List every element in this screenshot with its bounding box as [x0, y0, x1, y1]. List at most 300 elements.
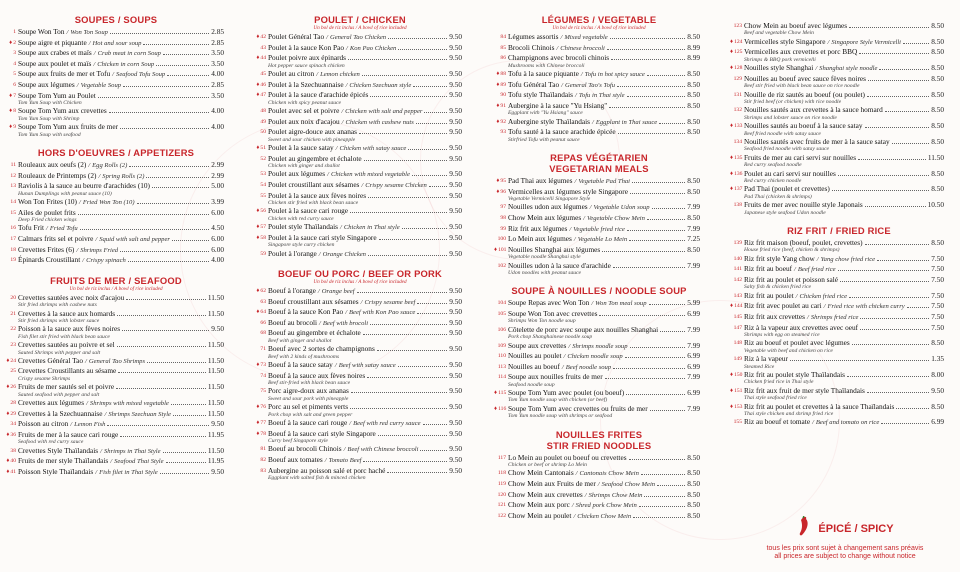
leader-dots [387, 472, 447, 473]
item-name-en: Eggplant in Thai sauce [595, 118, 658, 126]
chili-pepper-icon: ♦ [256, 309, 260, 316]
item-number [730, 340, 742, 346]
item-name-en: Seafood Thai Style [114, 458, 164, 466]
item-number [254, 373, 266, 379]
item-name-fr: Soupe Tom Yum aux fruits de mer [18, 122, 119, 132]
item-number-text: 147 [733, 324, 742, 331]
name-separator: / [573, 512, 576, 520]
item-name-fr: Poulet au cari servi sur nouilles [744, 168, 836, 178]
menu-item [4, 107, 228, 122]
item-name-fr: Lo Mein au poulet ou boeuf ou crevettes [508, 452, 627, 462]
item-price: 8.00 [931, 369, 944, 379]
item-description: Crispy sesame Shrimps [18, 375, 71, 382]
item-number-text: 113 [497, 363, 506, 370]
item-description: Sauted seafood with pepper and salt [18, 391, 100, 398]
item-description: Vegetable Vermicelli Singapore Style [508, 195, 591, 202]
leader-dots [420, 450, 447, 451]
item-name-fr: Boeuf à la sauce cari rouge [268, 418, 348, 428]
item-name-fr: Crevettes aux légumes [18, 398, 85, 408]
item-number-text: 7 [13, 92, 16, 99]
item-name-en: Seafood Chow Mein [601, 481, 656, 489]
item-price: 2.85 [211, 37, 224, 47]
item-number-text: 36 [10, 431, 16, 438]
item-price: 11.50 [207, 355, 224, 365]
name-separator: / [360, 298, 363, 306]
item-price: 9.50 [449, 53, 462, 63]
item-name-fr: Aubergine au poisson salé et porc haché [268, 465, 386, 475]
item-price: 6.00 [211, 244, 224, 254]
item-name-fr: Nouilles au boeuf [508, 361, 560, 371]
leader-dots [617, 86, 685, 87]
item-name-fr: Riz au boeuf et poulet avec légumes [744, 338, 850, 348]
item-number-text: 9 [13, 124, 16, 131]
item-number-text: 5 [13, 71, 16, 78]
leader-dots [867, 96, 929, 97]
leader-dots [832, 190, 929, 191]
item-price: 4.50 [211, 223, 224, 233]
item-number-text: 48 [260, 107, 266, 114]
leader-dots [363, 461, 447, 462]
name-separator: / [591, 300, 594, 308]
item-name-fr: Soupe aux poulet et maïs [18, 58, 92, 68]
item-name-fr: Nouilles udon à la sauce d'arachide [508, 260, 611, 270]
item-description: Udon noodles with peanut sauce [508, 269, 582, 276]
menu-item [254, 144, 466, 153]
item-name-fr: Poisson au citron [18, 419, 69, 429]
item-price: 11.50 [207, 445, 224, 455]
chili-pepper-icon: ♦ [6, 357, 10, 364]
item-name-fr: Soupe Won Ton [18, 27, 65, 36]
leader-dots [398, 366, 448, 367]
item-price: 7.99 [687, 324, 700, 334]
item-price: 9.50 [449, 248, 462, 258]
item-name-fr: Nouilles sautés au boeuf à la sauce satay [744, 121, 863, 131]
item-number-text: 105 [497, 310, 506, 317]
name-separator: / [580, 70, 583, 78]
item-number [4, 326, 16, 332]
name-separator: / [575, 470, 578, 478]
item-name-fr: Nouilles au poulet [508, 351, 562, 361]
item-name-fr: Côtelette de porc avec soupe aux nouilles Shanghai [508, 324, 659, 334]
item-price: 6.99 [687, 388, 700, 398]
item-name-fr: Tofu à la sauce piquante [508, 68, 579, 78]
menu-item [730, 38, 948, 47]
item-price: 9.50 [449, 169, 462, 179]
leader-dots [865, 206, 926, 207]
chili-pepper-icon: ♦ [730, 403, 734, 410]
leader-dots [605, 378, 686, 379]
name-separator: / [335, 144, 338, 152]
item-name-fr: Poulet aux noix d'acajou [268, 116, 340, 126]
name-separator: / [46, 225, 48, 233]
menu-item [494, 352, 704, 361]
item-name-en: Hot and sour soup [92, 39, 142, 47]
item-price: 3.50 [211, 48, 224, 58]
item-description: Thai style seafood fried rice [744, 395, 807, 402]
item-price: 9.50 [449, 179, 462, 189]
item-name-fr: Légumes assortis [508, 32, 559, 41]
item-description: Japanese style seafood Udon noodle [744, 209, 826, 216]
item-price: 11.95 [207, 429, 224, 439]
item-price: 11.95 [207, 456, 224, 466]
item-description: Seafood fried noodle with satay sauce [744, 146, 829, 153]
chili-pepper-icon: ♦ [256, 224, 260, 231]
item-number [730, 419, 742, 425]
item-description: Shrimps and lobster sauce on rice noodle [744, 114, 837, 121]
item-name-fr: Vermicelles style Singapore [744, 36, 826, 46]
item-number-text: 90 [500, 92, 506, 99]
item-name-en: Tofu in hot spicy sauce [584, 70, 645, 78]
item-name-fr: Soupe aux nouilles fruits de mer [508, 372, 603, 382]
item-number-text: 38 [10, 447, 16, 454]
item-number [730, 123, 742, 129]
menu-item [730, 170, 948, 185]
item-number-text: 97 [500, 204, 506, 211]
item-name-fr: Crevettes Frites (6) [18, 244, 75, 254]
item-name-fr: Riz frit aux fruit de mer style Thaïlandais [744, 385, 865, 395]
item-price: 8.50 [931, 21, 944, 30]
item-name-en: Won Ton Soup [70, 29, 108, 36]
menu-item [4, 39, 228, 48]
menu-item [254, 456, 466, 465]
item-number [4, 421, 16, 427]
item-number [730, 39, 742, 45]
menu-item [4, 81, 228, 90]
item-name-en: Yang chow fried rice [820, 255, 876, 263]
name-separator: / [574, 177, 577, 185]
item-name-en: Shrimps with mixed vegetable [89, 400, 169, 408]
item-price: 11.50 [207, 398, 224, 408]
item-number [254, 224, 266, 230]
item-number-text: 17 [10, 235, 16, 242]
item-name-en: Shrimps fried rice [810, 313, 859, 321]
item-price: 8.50 [687, 79, 700, 89]
item-price: 8.50 [931, 136, 944, 146]
leader-dots [865, 244, 930, 245]
item-name-en: Chicken in corn Soup [97, 60, 155, 68]
item-name-fr: Soupe aux fruits de mer et Tofu [18, 69, 111, 79]
item-name-fr: Riz frit style Yang chow [744, 253, 815, 263]
item-price: 8.50 [687, 100, 700, 110]
item-name-fr: Poisson à la sauce aux fèves noires [18, 324, 121, 334]
item-name-en: Vegetable fried rice [573, 225, 625, 233]
item-name-en: General Tao Shrimps [88, 357, 146, 365]
item-number [494, 119, 506, 125]
item-name-en: Mixed vegetable [564, 34, 608, 41]
item-name-fr: Boeuf à la sauce Kon Pao [268, 307, 344, 317]
name-separator: / [794, 266, 796, 274]
item-name-en: Crispy sesame beef [364, 298, 416, 306]
item-description: Tom Yum noodle soup with shrimps or seafood [508, 413, 613, 420]
item-description: Pad Thai (chicken & shrimps) [744, 193, 812, 200]
menu-item [254, 44, 466, 53]
item-name-fr: Riz frit au poulet et crevettes à la sauce Thaïlandais [744, 401, 895, 411]
menu-item [730, 64, 948, 73]
item-price: 8.50 [931, 184, 944, 194]
leader-dots [849, 27, 929, 28]
leader-dots [852, 344, 929, 345]
item-name-en: Beef with brocoli [322, 319, 369, 327]
menu-item [730, 255, 948, 264]
leader-dots [602, 251, 685, 252]
menu-column-3 [494, 14, 704, 522]
name-separator: / [93, 60, 96, 68]
chili-pepper-icon: ♦ [256, 81, 260, 88]
item-price: 11.50 [207, 366, 224, 376]
item-name-en: Beef with satay sauce [338, 362, 396, 370]
item-number-text: 116 [498, 405, 507, 412]
item-description: Vegetable noodle Shanghai style [508, 254, 581, 261]
item-name-fr: Crevettes Général Tao [18, 355, 83, 365]
menu-item [254, 372, 466, 387]
item-number-text: 56 [260, 208, 266, 215]
item-price: 7.99 [687, 403, 700, 413]
leader-dots [122, 330, 209, 331]
item-name-fr: Aubergine à la sauce "Yu Hsiang" [508, 100, 608, 110]
item-price: 9.50 [931, 385, 944, 395]
item-name-en: Shrimps Fried [80, 246, 119, 254]
item-number [254, 362, 266, 368]
item-name-en: Tofu in Thai style [578, 92, 625, 100]
item-price: 9.50 [449, 402, 462, 412]
leader-dots [860, 329, 929, 330]
leader-dots [367, 377, 447, 378]
menu-item [254, 155, 466, 170]
item-description: Stir fried shrimps with lobster sauce [18, 317, 100, 324]
chili-pepper-icon: ♦ [496, 118, 500, 125]
leader-dots [413, 86, 447, 87]
menu-item [254, 298, 466, 307]
leader-dots [618, 133, 686, 134]
item-price: 7.25 [687, 234, 700, 244]
menu-item [494, 44, 704, 53]
item-number [254, 156, 266, 162]
leader-dots [163, 452, 206, 453]
name-separator: / [823, 303, 826, 311]
item-price: 9.50 [211, 466, 224, 476]
menu-item [730, 313, 948, 322]
item-description: House fried rice (beef, chicken & shrimps) [744, 247, 840, 254]
leader-dots [630, 193, 685, 194]
item-description: Hunan Dumplings with peanut sauce (10) [18, 190, 112, 197]
name-separator: / [592, 118, 594, 126]
leader-dots [660, 331, 685, 332]
section-title: FRUITS DE MER / SEAFOOD [50, 274, 182, 286]
item-number [494, 204, 506, 210]
item-name-fr: Chow Mein au boeuf avec légumes [744, 21, 848, 30]
item-name-fr: Riz à la vapeur aux crevettes avec oeuf [744, 322, 859, 332]
item-price: 9.50 [449, 317, 462, 327]
item-number [4, 183, 16, 189]
leader-dots [423, 424, 448, 425]
leader-dots [632, 182, 685, 183]
item-number-text: 98 [500, 214, 506, 221]
item-number-text: 145 [733, 313, 742, 320]
leader-dots [160, 473, 209, 474]
item-number [4, 236, 16, 242]
item-price: 9.50 [449, 142, 462, 152]
item-name-fr: Vermicelles aux légumes style Singapore [508, 186, 628, 196]
menu-item [730, 75, 948, 90]
item-name-en: Beef noodle soup [565, 363, 612, 371]
item-name-fr: Tofu Général Tao [508, 79, 560, 89]
item-number-text: 120 [497, 491, 506, 498]
item-description: Steamed Rice [744, 363, 775, 370]
item-price: 9.50 [449, 328, 462, 338]
menu-item [4, 123, 228, 138]
name-separator: / [317, 288, 320, 296]
name-separator: / [561, 363, 564, 371]
item-number-text: 143 [733, 292, 742, 299]
item-price: 11.50 [927, 152, 944, 162]
menu-item [4, 161, 228, 170]
menu-column-1 [4, 14, 228, 478]
leader-dots [629, 459, 686, 460]
item-number-text: 148 [733, 340, 742, 347]
item-name-fr: Crevettes Croustillants au sésame [18, 366, 117, 376]
item-name-fr: Poulet au gingembre et échalote [268, 153, 362, 163]
item-price: 9.50 [449, 455, 462, 465]
menu-item [4, 457, 228, 466]
item-name-en: Fried Tofu [49, 225, 78, 233]
name-separator: / [82, 257, 85, 265]
item-name-en: General Tao Chicken [329, 34, 387, 41]
item-price: 9.50 [449, 370, 462, 380]
menu-item [254, 445, 466, 454]
chili-pepper-icon: ♦ [496, 81, 500, 88]
item-price: 8.50 [931, 338, 944, 348]
chili-pepper-icon: ♦ [6, 458, 10, 465]
item-name-fr: Riz frit aux crevettes [744, 311, 805, 321]
item-number-text: 82 [260, 457, 266, 464]
leader-dots [80, 229, 210, 230]
item-price: 7.50 [931, 274, 944, 284]
item-name-fr: Soupe Tom Yum aux crevettes [18, 106, 107, 116]
item-number-text: 140 [733, 255, 742, 262]
item-number-text: 83 [260, 467, 266, 474]
item-number-text: 102 [497, 262, 506, 269]
item-number-text: 40 [10, 458, 16, 465]
menu-item [254, 403, 466, 418]
item-price: 8.50 [931, 105, 944, 115]
menu-item [494, 33, 704, 42]
item-number [254, 45, 266, 51]
item-price: 8.50 [687, 468, 700, 478]
leader-dots [849, 297, 929, 298]
leader-dots [657, 485, 685, 486]
chili-pepper-icon: ♦ [730, 387, 734, 394]
item-number-text: 18 [10, 246, 16, 253]
item-number [254, 457, 266, 463]
item-number-text: 109 [497, 342, 506, 349]
menu-item [4, 49, 228, 58]
item-price: 8.99 [687, 42, 700, 52]
name-separator: / [324, 457, 327, 465]
item-name-fr: Calmars frits sel et poivre [18, 233, 94, 243]
item-description: Tom Yum Soup with Shrimp [18, 115, 80, 122]
name-separator: / [86, 400, 88, 408]
item-number [494, 129, 506, 135]
menu-item [730, 106, 948, 121]
item-number [494, 189, 506, 195]
leader-dots [78, 214, 209, 215]
item-number-text: 12 [10, 172, 16, 179]
item-description: Stir fried beef (or chicken) with rice noodle [744, 98, 842, 105]
item-price: 8.50 [931, 121, 944, 131]
item-number [254, 468, 266, 474]
menu-item [730, 22, 948, 37]
menu-item [494, 299, 704, 308]
item-description: Chicken stir fried with black bean sauce [268, 199, 359, 206]
menu-item [730, 418, 948, 427]
item-name-en: Cantonais Chow Mein [579, 470, 639, 478]
item-price: 9.50 [449, 90, 462, 100]
item-number-text: 6 [13, 81, 16, 88]
leader-dots [172, 240, 209, 241]
item-number-text: 58 [260, 234, 266, 241]
chili-pepper-icon: ♦ [256, 430, 260, 437]
item-name-fr: Soupe aux crevettes [508, 340, 567, 350]
item-number [730, 388, 742, 394]
item-number [494, 236, 506, 242]
menu-item [494, 389, 704, 404]
item-name-fr: Nouilles sautés avec fruits de mer à la sauce satay [744, 136, 890, 146]
item-number-text: 49 [260, 118, 266, 125]
item-name-fr: Soupe aux légumes [18, 79, 75, 89]
item-name-en: Orange Chicken [322, 250, 366, 258]
chili-pepper-icon: ♦ [496, 188, 500, 195]
leader-dots [868, 80, 929, 81]
name-separator: / [98, 172, 101, 180]
item-number-text: 62 [260, 288, 266, 295]
menu-item [4, 325, 228, 340]
item-number-text: 3 [13, 50, 16, 57]
item-description: Stirfried Tofu with peanut sauce [508, 136, 580, 143]
name-separator: / [76, 81, 79, 89]
menu-item [494, 501, 704, 510]
item-number-text: 13 [10, 183, 16, 190]
item-price: 9.50 [449, 232, 462, 242]
leader-dots [641, 474, 685, 475]
item-number-text: 149 [733, 356, 742, 363]
item-name-fr: Porc au sel et piments verts [268, 402, 349, 412]
item-name-en: Squid with salt and pepper [99, 235, 170, 243]
item-description: Pork chop Shanghainese noodle soup [508, 334, 593, 341]
item-number [254, 404, 266, 410]
item-name-fr: Nouilles udon aux légumes [508, 202, 588, 212]
item-number [494, 327, 506, 333]
item-number [494, 390, 506, 396]
leader-dots [609, 107, 685, 108]
item-price: 8.50 [687, 32, 700, 41]
name-separator: / [568, 342, 571, 350]
chili-pepper-icon: ♦ [496, 102, 500, 109]
item-description: Deep Fried chicken wings [18, 216, 77, 223]
chili-pepper-icon: ♦ [256, 234, 260, 241]
leader-dots [379, 239, 448, 240]
menu-item [254, 170, 466, 179]
item-price: 8.50 [931, 36, 944, 46]
menu-item [254, 207, 466, 222]
item-number-text: 114 [497, 374, 506, 381]
item-number [4, 342, 16, 348]
leader-dots [649, 304, 686, 305]
item-number [254, 92, 266, 98]
chili-pepper-icon: ♦ [730, 38, 734, 45]
item-name-fr: Poulet à l'orange [268, 248, 317, 258]
item-name-fr: Boeuf à la sauce cari style Singapore [268, 428, 376, 438]
leader-dots [109, 112, 210, 113]
